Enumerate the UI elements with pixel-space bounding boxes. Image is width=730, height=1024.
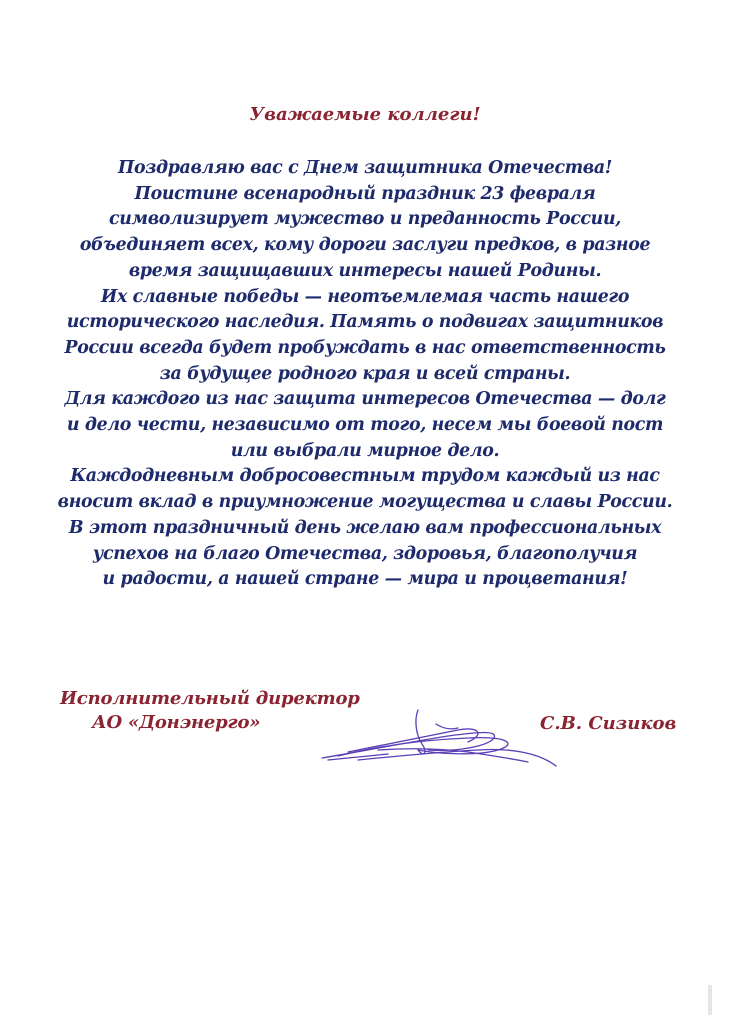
body-line: или выбрали мирное дело. [230, 440, 500, 461]
handwritten-signature-icon [318, 700, 558, 780]
body-line: успехов на благо Отечества, здоровья, благополучия [92, 543, 638, 564]
body-line: и радости, а нашей стране — мира и процветания! [102, 569, 628, 590]
body-line: исторического наследия. Память о подвигах защитников [66, 312, 664, 333]
body-line: и дело чести, независимо от того, несем мы боевой пост [66, 415, 664, 436]
body-line: символизирует мужество и преданность России, [109, 209, 621, 230]
body-line: объединяет всех, кому дороги заслуги предков, в разное [79, 235, 651, 256]
letter-body [40, 156, 690, 593]
body-line: Их славные победы — неотъемлемая часть нашего [100, 286, 630, 307]
body-line: России всегда будет пробуждать в нас ответственность [64, 337, 666, 358]
body-line: Для каждого из нас защита интересов Отечества — долг [64, 389, 666, 410]
signer-organization: АО «Донэнерго» [92, 712, 261, 733]
scan-edge-mark [708, 985, 712, 1015]
body-line: В этот праздничный день желаю вам профессиональных [68, 517, 662, 538]
body-line: за будущее родного края и всей страны. [159, 363, 571, 384]
body-line: Поздравляю вас с Днем защитника Отечества! [117, 158, 613, 178]
signer-title [60, 687, 360, 735]
signer-position: Исполнительный директор [60, 688, 360, 709]
signer-name: С.В. Сизиков [540, 713, 677, 734]
greeting: Уважаемые коллеги! [249, 104, 481, 125]
body-line: Поистине всенародный праздник 23 февраля [134, 183, 596, 204]
body-line: вносит вклад в приумножение могущества и славы России. [57, 492, 673, 513]
body-line: время защищавших интересы нашей Родины. [128, 260, 602, 281]
body-line: Каждодневным добросовестным трудом каждый из нас [70, 466, 660, 487]
